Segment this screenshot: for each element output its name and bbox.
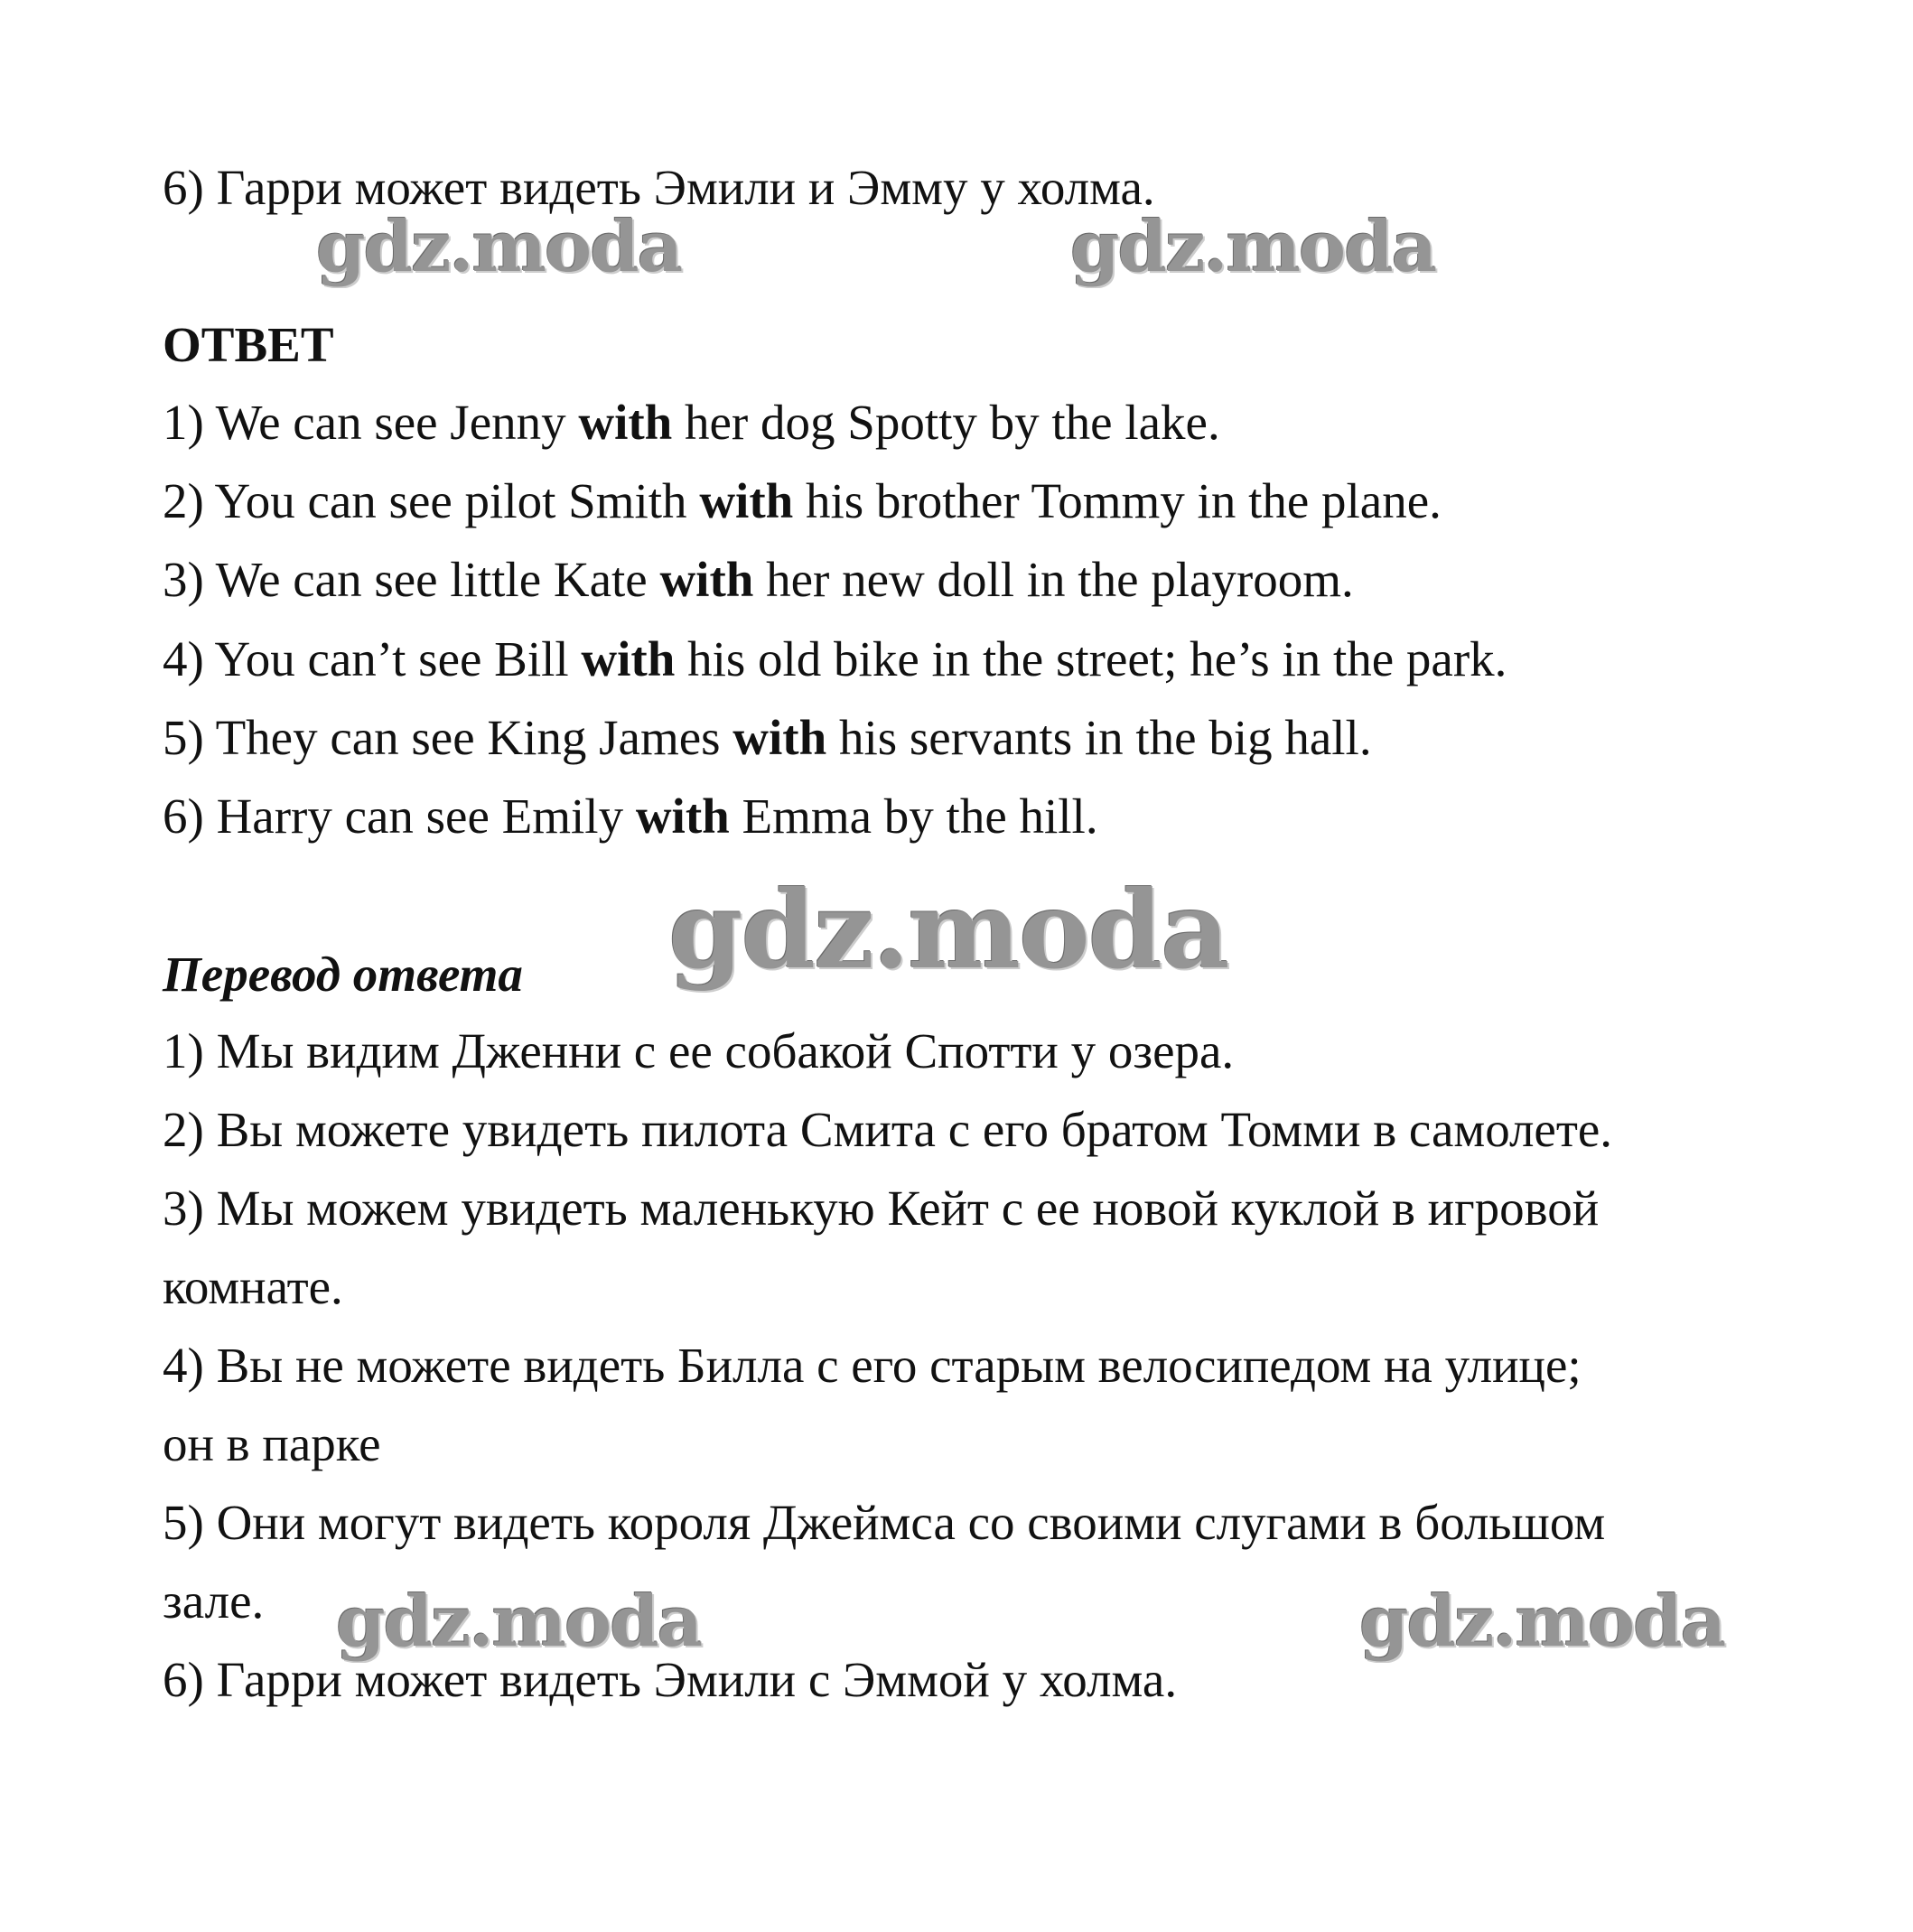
translation-line: 1) Мы видим Дженни с ее собакой Спотти у озера. [163, 1023, 1235, 1078]
watermark: gdz.moda [1359, 1581, 1725, 1663]
translation-heading: Перевод ответа [163, 947, 523, 1002]
intro-line: 6) Гарри может видеть Эмили и Эмму у холма. [163, 160, 1155, 215]
answer-line-1: 1) We can see Jenny with her dog Spotty by the lake. [163, 395, 1220, 450]
answer-line-6: 6) Harry can see Emily with Emma by the hill. [163, 789, 1098, 844]
translation-line: 5) Они могут видеть короля Джеймса со своими слугами в большом [163, 1495, 1606, 1550]
watermark: gdz.moda [1070, 206, 1436, 288]
translation-line: 2) Вы можете увидеть пилота Смита с его братом Томми в самолете. [163, 1102, 1613, 1157]
answer-heading: ОТВЕТ [163, 317, 334, 372]
answer-line-5: 5) They can see King James with his servants in the big hall. [163, 710, 1372, 765]
watermark: gdz.moda [336, 1581, 702, 1663]
answer-line-3: 3) We can see little Kate with her new doll in the playroom. [163, 552, 1354, 607]
answer-line-2: 2) You can see pilot Smith with his brother Tommy in the plane. [163, 473, 1442, 528]
translation-line: 3) Мы можем увидеть маленькую Кейт с ее новой куклой в игровой [163, 1181, 1600, 1236]
watermark: gdz.moda [316, 206, 682, 288]
translation-line: 4) Вы не можете видеть Билла с его старым велосипедом на улице; [163, 1338, 1582, 1393]
translation-line: 6) Гарри может видеть Эмили с Эммой у холма. [163, 1652, 1178, 1707]
translation-line: он в парке [163, 1416, 381, 1471]
translation-line: комнате. [163, 1259, 343, 1314]
translation-line: зале. [163, 1573, 265, 1629]
answer-line-4: 4) You can’t see Bill with his old bike in the street; he’s in the park. [163, 631, 1507, 686]
watermark: gdz.moda [668, 867, 1228, 993]
